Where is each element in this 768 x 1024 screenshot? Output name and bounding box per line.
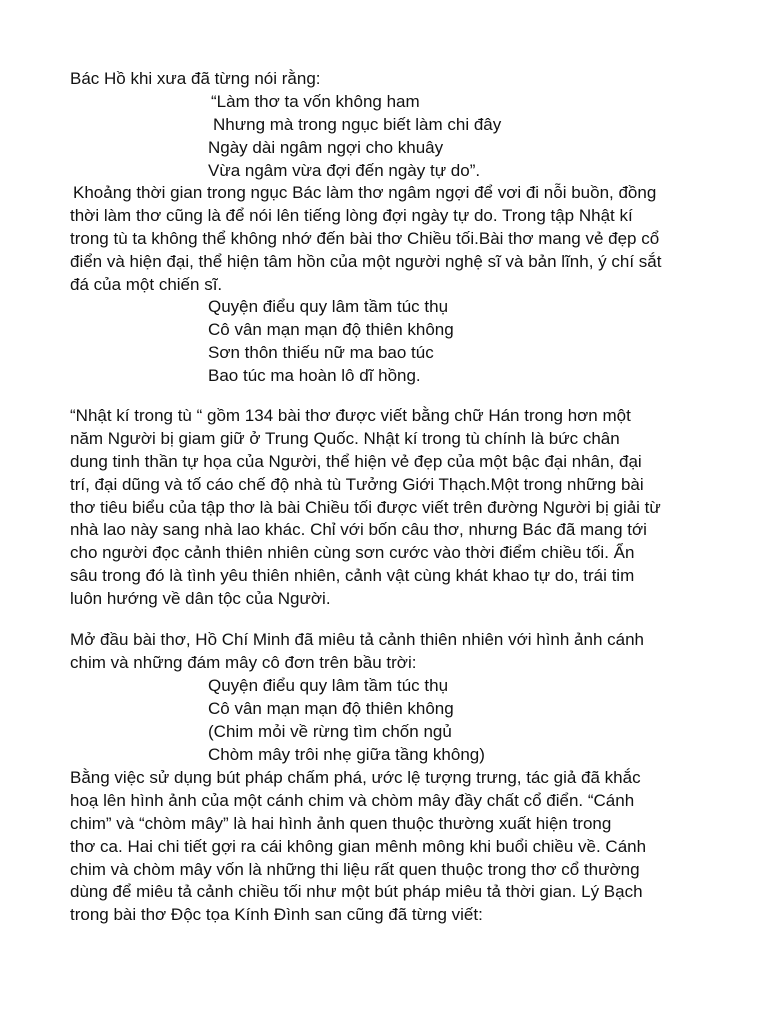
paragraph-line: hoạ lên hình ảnh của một cánh chim và chòm mây đầy chất cổ điển. “Cánh [70,790,635,810]
paragraph-line: “Nhật kí trong tù “ gồm 134 bài thơ được viết bằng chữ Hán trong hơn một [70,406,631,425]
quote-line: Nhưng mà trong ngục biết làm chi đây [213,114,502,134]
paragraph-line: thơ ca. Hai chi tiết gợi ra cái không gian mênh mông khi buổi chiều về. Cánh [70,836,647,856]
poem-line: Bao túc ma hoàn lô dĩ hồng. [208,365,421,385]
paragraph-line: cho người đọc cảnh thiên nhiên cùng sơn cước vào thời điểm chiều tối. Ẩn [70,543,635,563]
intro-section [70,68,710,182]
paragraph-line: chim” và “chòm mây” là hai hình ảnh quen thuộc thường xuất hiện trong [70,813,612,833]
paragraph-line: năm Người bị giam giữ ở Trung Quốc. Nhật kí trong tù chính là bức chân [70,428,620,448]
poem-line: (Chim mỏi về rừng tìm chốn ngủ [208,721,452,741]
poem-line: Cô vân mạn mạn độ thiên không [208,698,454,718]
paragraph-line: chim và chòm mây vốn là những thi liệu rất quen thuộc trong thơ cổ thường [70,859,640,879]
paragraph-line: thơ tiêu biểu của tập thơ là bài Chiều tối được viết trên đường Người bị giải từ [70,497,661,517]
poem-line: Sơn thôn thiếu nữ ma bao túc [208,342,434,362]
paragraph-line: dung tinh thần tự họa của Người, thể hiện vẻ đẹp của một bậc đại nhân, đại [70,451,642,471]
intro-line: Bác Hồ khi xưa đã từng nói rằng: [70,69,321,88]
paragraph-line: trong bài thơ Độc tọa Kính Đình san cũng đã từng viết: [70,905,483,925]
poem-1 [70,296,710,388]
paragraph-line: trí, đại dũng và tố cáo chế độ nhà tù Tưởng Giới Thạch.Một trong những bài [70,474,644,494]
paragraph-3 [70,629,710,675]
paragraph-line: nhà lao này sang nhà lao khác. Chỉ với bốn câu thơ, nhưng Bác đã mang tới [70,520,647,540]
poem-line: Quyện điểu quy lâm tầm túc thụ [208,676,449,695]
quote-line: Ngày dài ngâm ngợi cho khuây [208,137,444,157]
quote-line: Vừa ngâm vừa đợi đến ngày tự do”. [208,160,481,180]
paragraph-line: Mở đầu bài thơ, Hồ Chí Minh đã miêu tả cảnh thiên nhiên với hình ảnh cánh [70,630,645,649]
poem-line: Quyện điểu quy lâm tầm túc thụ [208,297,449,316]
paragraph-line: sâu trong đó là tình yêu thiên nhiên, cảnh vật cùng khát khao tự do, trái tim [70,566,635,586]
poem-line: Cô vân mạn mạn độ thiên không [208,319,454,339]
paragraph-1 [70,182,710,296]
paragraph-line: Bằng việc sử dụng bút pháp chấm phá, ước lệ tượng trưng, tác giả đã khắc [70,768,641,787]
quote-line: “Làm thơ ta vốn không ham [211,91,420,111]
paragraph-4 [70,767,710,927]
paragraph-line: đá của một chiến sĩ. [70,274,223,294]
paragraph-line: luôn hướng về dân tộc của Người. [70,589,331,609]
paragraph-line: chim và những đám mây cô đơn trên bầu trời: [70,652,417,672]
paragraph-line: điển và hiện đại, thể hiện tâm hồn của một người nghệ sĩ và bản lĩnh, ý chí sắt [70,251,662,271]
poem-2 [70,675,710,767]
paragraph-line: dùng để miêu tả cảnh chiều tối như một bút pháp miêu tả thời gian. Lý Bạch [70,882,643,902]
poem-line: Chòm mây trôi nhẹ giữa tầng không) [208,744,485,764]
paragraph-2 [70,405,710,611]
paragraph-line: thời làm thơ cũng là để nói lên tiếng lòng đợi ngày tự do. Trong tập Nhật kí [70,205,633,225]
paragraph-line: trong tù ta không thể không nhớ đến bài thơ Chiều tối.Bài thơ mang vẻ đẹp cổ [70,228,660,248]
paragraph-line: Khoảng thời gian trong ngục Bác làm thơ ngâm ngợi để vơi đi nỗi buồn, đồng [73,183,657,202]
